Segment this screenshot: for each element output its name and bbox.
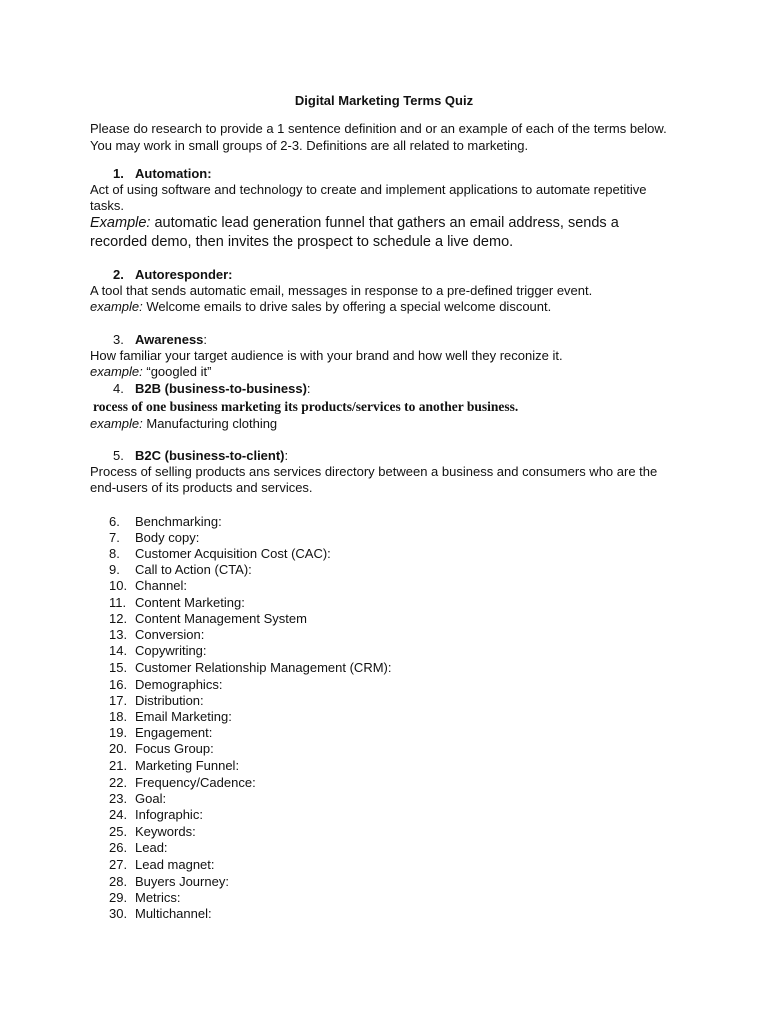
list-number: 30. xyxy=(109,906,128,921)
term-suffix: : xyxy=(306,381,311,396)
term-definition-4: rocess of one business marketing its products/services to another business. xyxy=(93,399,519,414)
list-label: Content Marketing: xyxy=(135,595,245,610)
list-label: Body copy: xyxy=(135,530,200,545)
term-number: 5. xyxy=(113,448,124,463)
list-number: 29. xyxy=(109,890,128,905)
list-number: 26. xyxy=(109,840,128,855)
list-number: 6. xyxy=(109,514,120,529)
list-label: Focus Group: xyxy=(135,741,214,756)
list-number: 18. xyxy=(109,709,128,724)
list-number: 13. xyxy=(109,627,128,642)
list-number: 27. xyxy=(109,857,128,872)
example-text: Welcome emails to drive sales by offering a special welcome discount. xyxy=(142,299,552,314)
list-label: Distribution: xyxy=(135,693,204,708)
example-label: Example: xyxy=(90,215,151,231)
term-example-3 xyxy=(90,364,690,380)
list-number: 22. xyxy=(109,775,128,790)
list-label: Email Marketing: xyxy=(135,709,232,724)
list-label: Engagement: xyxy=(135,725,213,740)
list-label: Lead: xyxy=(135,840,168,855)
term-example-2 xyxy=(90,299,690,315)
list-number: 20. xyxy=(109,741,128,756)
example-text: Manufacturing clothing xyxy=(142,416,278,431)
term-suffix: : xyxy=(284,448,289,463)
list-label: Conversion: xyxy=(135,627,205,642)
list-label: Customer Relationship Management (CRM): xyxy=(135,660,392,675)
list-number: 8. xyxy=(109,546,120,561)
list-label: Marketing Funnel: xyxy=(135,758,240,773)
list-number: 14. xyxy=(109,643,128,658)
term-number: 4. xyxy=(113,381,124,396)
list-label: Frequency/Cadence: xyxy=(135,775,256,790)
term-name: Awareness xyxy=(135,332,204,347)
term-definition-5: Process of selling products ans services directory between a business and consumers who are the end-users of its products and services. xyxy=(90,464,658,495)
list-label: Metrics: xyxy=(135,890,181,905)
term-example-4 xyxy=(90,416,690,432)
term-number: 3. xyxy=(113,332,124,347)
term-number: 1. xyxy=(113,166,124,181)
example-label: example: xyxy=(90,416,143,431)
list-label: Goal: xyxy=(135,791,167,806)
list-number: 24. xyxy=(109,807,128,822)
list-label: Benchmarking: xyxy=(135,514,222,529)
example-text: automatic lead generation funnel that gathers an email address, sends a recorded demo, then invites the prospect to schedule a live demo. xyxy=(90,215,619,250)
list-label: Keywords: xyxy=(135,824,196,839)
example-label: example: xyxy=(90,299,143,314)
list-number: 12. xyxy=(109,611,128,626)
list-label: Customer Acquisition Cost (CAC): xyxy=(135,546,331,561)
intro-paragraph: Please do research to provide a 1 sentence definition and or an example of each of the terms below. You may work in small groups of 2-3. Definitions are all related to marketing. xyxy=(90,121,667,153)
term-definition-3: How familiar your target audience is with your brand and how well they reconize it. xyxy=(90,348,563,363)
term-definition-2: A tool that sends automatic email, messages in response to a pre-defined trigger event. xyxy=(90,283,593,298)
list-number: 16. xyxy=(109,677,128,692)
list-number: 19. xyxy=(109,725,128,740)
term-name: B2B (business-to-business) xyxy=(135,381,307,396)
term-name: Automation: xyxy=(135,166,212,181)
list-number: 11. xyxy=(109,595,127,610)
term-definition-1: Act of using software and technology to create and implement applications to automate repetitive tasks. xyxy=(90,182,647,213)
list-number: 17. xyxy=(109,693,128,708)
list-label: Channel: xyxy=(135,578,188,593)
term-number: 2. xyxy=(113,267,124,282)
list-label: Multichannel: xyxy=(135,906,212,921)
list-label: Content Management System xyxy=(135,611,307,626)
term-name: Autoresponder: xyxy=(135,267,233,282)
page-title: Digital Marketing Terms Quiz xyxy=(294,93,474,108)
example-label: example: xyxy=(90,364,143,379)
example-text: “googled it” xyxy=(142,364,212,379)
list-number: 21. xyxy=(109,758,128,773)
list-number: 9. xyxy=(109,562,120,577)
list-number: 28. xyxy=(109,874,128,889)
list-label: Infographic: xyxy=(135,807,203,822)
list-label: Buyers Journey: xyxy=(135,874,229,889)
list-number: 7. xyxy=(109,530,120,545)
list-label: Copywriting: xyxy=(135,643,207,658)
list-label: Demographics: xyxy=(135,677,223,692)
list-label: Lead magnet: xyxy=(135,857,215,872)
list-number: 25. xyxy=(109,824,128,839)
list-number: 10. xyxy=(109,578,128,593)
term-suffix: : xyxy=(203,332,208,347)
list-number: 23. xyxy=(109,791,128,806)
term-name: B2C (business-to-client) xyxy=(135,448,285,463)
term-example-1 xyxy=(90,214,660,252)
list-label: Call to Action (CTA): xyxy=(135,562,252,577)
list-number: 15. xyxy=(109,660,128,675)
